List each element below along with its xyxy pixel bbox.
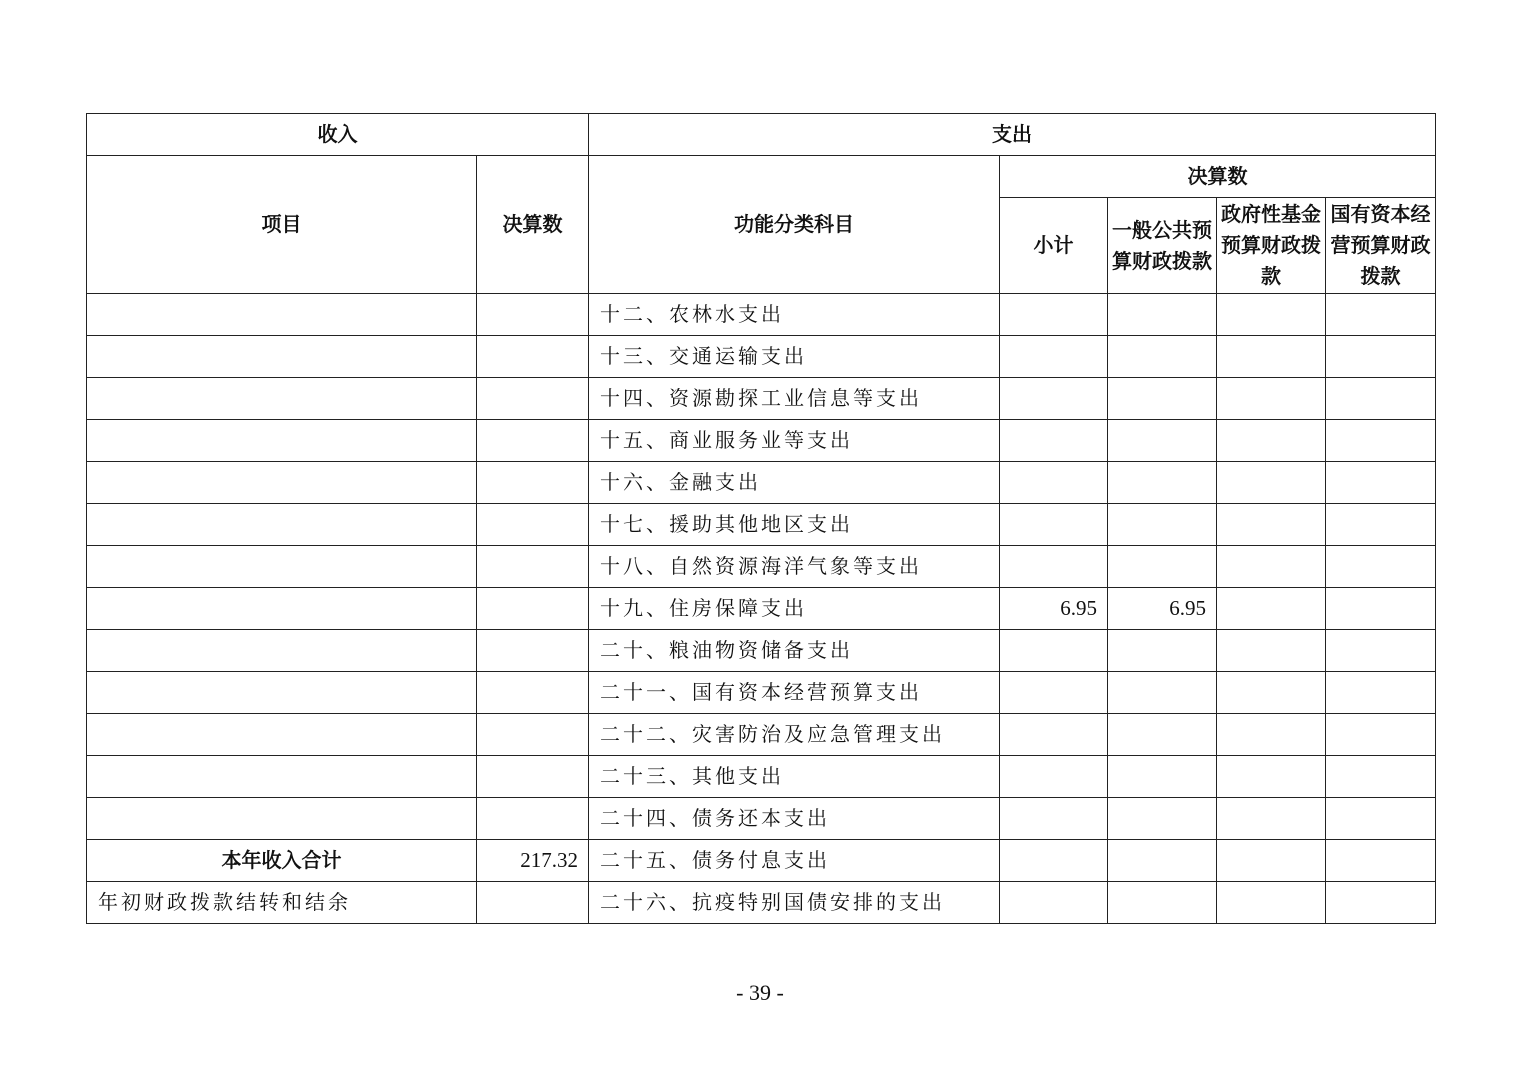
- table-row: [87, 840, 1436, 882]
- table-row: [87, 546, 1436, 588]
- income-amount-cell: [477, 504, 589, 546]
- gov-fund-cell: [1217, 336, 1326, 378]
- subtotal-cell: [1000, 420, 1108, 462]
- income-item-cell: [87, 462, 477, 504]
- category-cell: 十八、自然资源海洋气象等支出: [589, 546, 1000, 588]
- gov-fund-cell: [1217, 714, 1326, 756]
- table-row: [87, 630, 1436, 672]
- subtotal-cell: [1000, 462, 1108, 504]
- category-cell: 二十四、债务还本支出: [589, 798, 1000, 840]
- state-capital-cell: [1326, 336, 1436, 378]
- general-budget-cell: [1108, 294, 1217, 336]
- gov-fund-cell: [1217, 882, 1326, 924]
- subtotal-cell: [1000, 378, 1108, 420]
- income-item-cell: [87, 798, 477, 840]
- gov-fund-cell: [1217, 672, 1326, 714]
- income-amount-cell: [477, 546, 589, 588]
- category-cell: 十三、交通运输支出: [589, 336, 1000, 378]
- general-budget-cell: [1108, 672, 1217, 714]
- state-capital-cell: [1326, 504, 1436, 546]
- income-item-cell: [87, 672, 477, 714]
- table-row: [87, 294, 1436, 336]
- header-final-amount: 决算数: [1000, 156, 1436, 198]
- table-row: [87, 462, 1436, 504]
- gov-fund-cell: [1217, 420, 1326, 462]
- income-amount-cell: [477, 756, 589, 798]
- general-budget-cell: [1108, 798, 1217, 840]
- general-budget-cell: [1108, 546, 1217, 588]
- state-capital-cell: [1326, 588, 1436, 630]
- gov-fund-cell: [1217, 630, 1326, 672]
- state-capital-cell: [1326, 756, 1436, 798]
- state-capital-cell: [1326, 798, 1436, 840]
- state-capital-cell: [1326, 420, 1436, 462]
- income-item-cell: [87, 588, 477, 630]
- header-general-public-budget: 一般公共预算财政拨款: [1108, 198, 1217, 294]
- budget-table: [86, 113, 1436, 924]
- subtotal-cell: 6.95: [1000, 588, 1108, 630]
- income-total-amount: 217.32: [477, 840, 589, 882]
- category-cell: 二十六、抗疫特别国债安排的支出: [589, 882, 1000, 924]
- gov-fund-cell: [1217, 378, 1326, 420]
- category-cell: 十九、住房保障支出: [589, 588, 1000, 630]
- general-budget-cell: [1108, 504, 1217, 546]
- category-cell: 十六、金融支出: [589, 462, 1000, 504]
- table-row: [87, 420, 1436, 462]
- general-budget-cell: [1108, 378, 1217, 420]
- table-row: [87, 504, 1436, 546]
- income-amount-cell: [477, 420, 589, 462]
- income-amount-cell: [477, 462, 589, 504]
- subtotal-cell: [1000, 756, 1108, 798]
- general-budget-cell: [1108, 882, 1217, 924]
- gov-fund-cell: [1217, 504, 1326, 546]
- header-gov-fund-budget: 政府性基金预算财政拨款: [1217, 198, 1326, 294]
- category-cell: 二十一、国有资本经营预算支出: [589, 672, 1000, 714]
- gov-fund-cell: [1217, 462, 1326, 504]
- table-row: [87, 882, 1436, 924]
- income-amount-cell: [477, 882, 589, 924]
- general-budget-cell: [1108, 840, 1217, 882]
- income-amount-cell: [477, 294, 589, 336]
- income-amount-cell: [477, 672, 589, 714]
- income-item-cell: [87, 546, 477, 588]
- state-capital-cell: [1326, 672, 1436, 714]
- general-budget-cell: 6.95: [1108, 588, 1217, 630]
- income-amount-cell: [477, 630, 589, 672]
- general-budget-cell: [1108, 756, 1217, 798]
- header-subtotal: 小计: [1000, 198, 1108, 294]
- subtotal-cell: [1000, 714, 1108, 756]
- state-capital-cell: [1326, 546, 1436, 588]
- table-row: [87, 714, 1436, 756]
- gov-fund-cell: [1217, 840, 1326, 882]
- gov-fund-cell: [1217, 588, 1326, 630]
- income-item-cell: [87, 294, 477, 336]
- income-item-cell: [87, 420, 477, 462]
- income-amount-cell: [477, 378, 589, 420]
- income-item-cell: [87, 504, 477, 546]
- income-item-cell: [87, 378, 477, 420]
- header-expenditure: 支出: [589, 114, 1436, 156]
- subtotal-cell: [1000, 840, 1108, 882]
- state-capital-cell: [1326, 714, 1436, 756]
- subtotal-cell: [1000, 798, 1108, 840]
- gov-fund-cell: [1217, 294, 1326, 336]
- state-capital-cell: [1326, 840, 1436, 882]
- gov-fund-cell: [1217, 546, 1326, 588]
- general-budget-cell: [1108, 630, 1217, 672]
- general-budget-cell: [1108, 462, 1217, 504]
- state-capital-cell: [1326, 462, 1436, 504]
- income-amount-cell: [477, 798, 589, 840]
- page-number: - 39 -: [736, 980, 784, 1005]
- subtotal-cell: [1000, 882, 1108, 924]
- income-item-cell: [87, 630, 477, 672]
- subtotal-cell: [1000, 630, 1108, 672]
- subtotal-cell: [1000, 504, 1108, 546]
- table-row: [87, 336, 1436, 378]
- subtotal-cell: [1000, 546, 1108, 588]
- state-capital-cell: [1326, 294, 1436, 336]
- category-cell: 二十、粮油物资储备支出: [589, 630, 1000, 672]
- income-item-cell: 年初财政拨款结转和结余: [87, 882, 477, 924]
- category-cell: 二十二、灾害防治及应急管理支出: [589, 714, 1000, 756]
- income-amount-cell: [477, 588, 589, 630]
- state-capital-cell: [1326, 882, 1436, 924]
- table-row: [87, 672, 1436, 714]
- state-capital-cell: [1326, 630, 1436, 672]
- subtotal-cell: [1000, 672, 1108, 714]
- general-budget-cell: [1108, 336, 1217, 378]
- gov-fund-cell: [1217, 798, 1326, 840]
- gov-fund-cell: [1217, 756, 1326, 798]
- header-income-final-amount: 决算数: [477, 156, 589, 294]
- category-cell: 十七、援助其他地区支出: [589, 504, 1000, 546]
- table-row: [87, 798, 1436, 840]
- income-item-cell: [87, 756, 477, 798]
- income-amount-cell: [477, 336, 589, 378]
- income-item-cell: [87, 336, 477, 378]
- header-item: 项目: [87, 156, 477, 294]
- subtotal-cell: [1000, 294, 1108, 336]
- header-income: 收入: [87, 114, 589, 156]
- category-cell: 二十三、其他支出: [589, 756, 1000, 798]
- table-row: [87, 378, 1436, 420]
- general-budget-cell: [1108, 420, 1217, 462]
- state-capital-cell: [1326, 378, 1436, 420]
- table-row: [87, 756, 1436, 798]
- income-amount-cell: [477, 714, 589, 756]
- general-budget-cell: [1108, 714, 1217, 756]
- table-row: [87, 588, 1436, 630]
- subtotal-cell: [1000, 336, 1108, 378]
- category-cell: 二十五、债务付息支出: [589, 840, 1000, 882]
- category-cell: 十五、商业服务业等支出: [589, 420, 1000, 462]
- category-cell: 十二、农林水支出: [589, 294, 1000, 336]
- header-function-category: 功能分类科目: [589, 156, 1000, 294]
- income-total-label: 本年收入合计: [87, 840, 477, 882]
- income-item-cell: [87, 714, 477, 756]
- header-state-capital-budget: 国有资本经营预算财政拨款: [1326, 198, 1436, 294]
- category-cell: 十四、资源勘探工业信息等支出: [589, 378, 1000, 420]
